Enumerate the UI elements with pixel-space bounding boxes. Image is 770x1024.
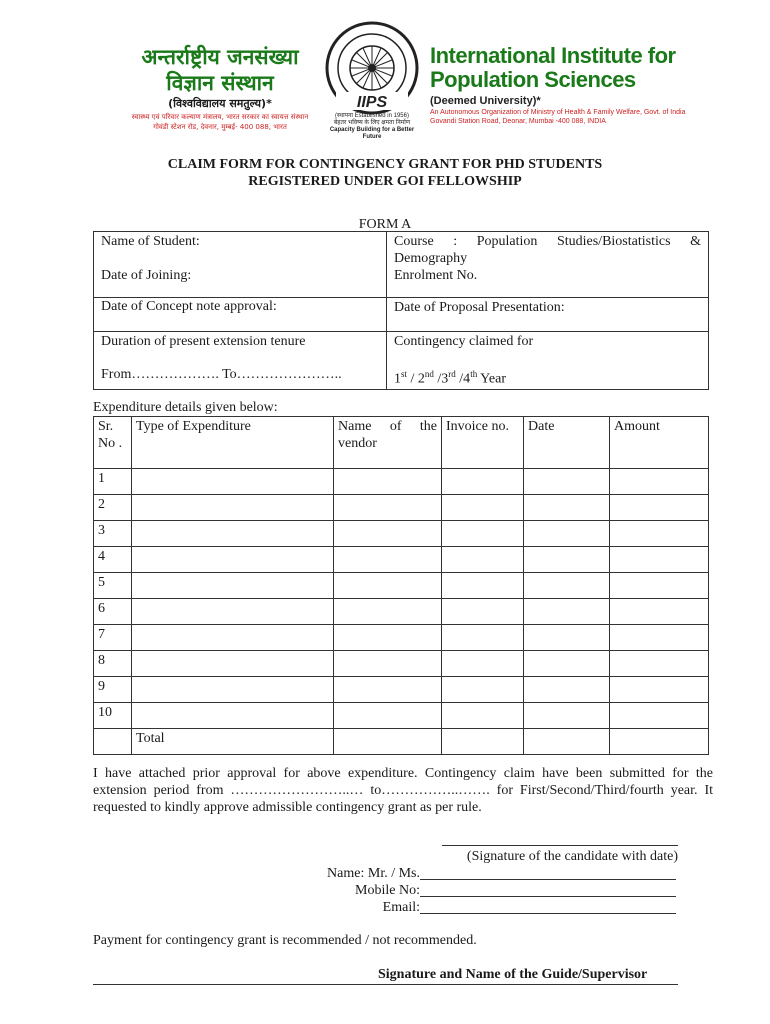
table-cell[interactable] xyxy=(610,599,709,625)
duration-label: Duration of present extension tenure xyxy=(101,334,306,349)
hindi-line-3: (विश्वविद्यालय समतुल्य)* xyxy=(168,97,272,110)
total-cell[interactable] xyxy=(334,729,442,755)
hindi-line-4: स्वास्थ्य एवं परिवार कल्याण मंत्रालय, भारत सरकार का स्वायत्त संस्थान xyxy=(131,113,309,121)
eng-line-5: Govandi Station Road, Deonar, Mumbai -400 088, INDIA xyxy=(430,118,606,125)
candidate-signature-caption: (Signature of the candidate with date) xyxy=(466,849,678,864)
table-cell[interactable] xyxy=(334,521,442,547)
student-info-table xyxy=(93,231,709,390)
col-sr-no: Sr. No . xyxy=(94,417,132,469)
hindi-line-1: अन्तर्राष्ट्रीय जनसंख्या xyxy=(141,45,299,69)
letterhead xyxy=(0,0,770,140)
row-number: 3 xyxy=(94,521,132,547)
table-cell[interactable] xyxy=(442,547,524,573)
table-cell[interactable] xyxy=(610,703,709,729)
table-row xyxy=(94,573,709,599)
guide-signature-label: Signature and Name of the Guide/Supervisor xyxy=(378,967,648,982)
total-row xyxy=(94,729,709,755)
table-cell[interactable] xyxy=(610,625,709,651)
table-row xyxy=(94,547,709,573)
table-cell[interactable] xyxy=(132,703,334,729)
name-of-student-label: Name of Student: xyxy=(101,234,200,249)
name-field-label: Name: Mr. / Ms. xyxy=(327,866,420,881)
from-to-label: From………………. To………………….. xyxy=(101,367,342,382)
table-cell[interactable] xyxy=(132,651,334,677)
col-vendor: Name of the vendor xyxy=(334,417,442,469)
name-field-line[interactable] xyxy=(420,879,676,880)
table-cell[interactable] xyxy=(132,625,334,651)
row-number: 10 xyxy=(94,703,132,729)
declaration-text: I have attached prior approval for above expenditure. Contingency claim have been submitted for the extension period from ……………………..… to……………..……. for First/Second/Third/fourth year. It requested to kindly approve admissible contingency grant as per rule. xyxy=(93,766,713,815)
logo-est: (स्थापना Established in 1956) xyxy=(335,113,409,119)
hindi-line-5: गोवंडी स्टेशन रोड, देवनार, मुम्बई- 400 088, भारत xyxy=(153,123,287,131)
contingency-label: Contingency claimed for xyxy=(394,334,534,349)
svg-text:IIPS: IIPS xyxy=(356,94,388,111)
table-cell[interactable] xyxy=(524,573,610,599)
table-cell[interactable] xyxy=(334,495,442,521)
mobile-field-line[interactable] xyxy=(420,896,676,897)
col-amount: Amount xyxy=(610,417,709,469)
table-cell[interactable] xyxy=(334,469,442,495)
hindi-line-2: विज्ञान संस्थान xyxy=(166,71,274,95)
table-row xyxy=(94,599,709,625)
table-cell[interactable] xyxy=(334,573,442,599)
table-row xyxy=(94,651,709,677)
payment-recommendation: Payment for contingency grant is recommended / not recommended. xyxy=(93,933,477,948)
row-number: 2 xyxy=(94,495,132,521)
table-cell[interactable] xyxy=(524,651,610,677)
table-cell[interactable] xyxy=(610,521,709,547)
table-cell[interactable] xyxy=(334,547,442,573)
table-row xyxy=(94,469,709,495)
row-number: 1 xyxy=(94,469,132,495)
table-cell[interactable] xyxy=(610,573,709,599)
proposal-cell[interactable] xyxy=(387,298,709,332)
table-cell[interactable] xyxy=(524,703,610,729)
table-cell[interactable] xyxy=(442,651,524,677)
table-cell[interactable] xyxy=(442,495,524,521)
col-date: Date xyxy=(524,417,610,469)
expenditure-table xyxy=(93,416,709,755)
row-number: 6 xyxy=(94,599,132,625)
table-cell[interactable] xyxy=(334,703,442,729)
title-line-1: CLAIM FORM FOR CONTINGENCY GRANT FOR PHD STUDENTS xyxy=(167,157,603,172)
guide-signature-line[interactable] xyxy=(93,984,678,985)
table-cell[interactable] xyxy=(524,547,610,573)
table-cell[interactable] xyxy=(442,469,524,495)
table-cell[interactable] xyxy=(610,547,709,573)
title-line-2: REGISTERED UNDER GOI FELLOWSHIP xyxy=(248,174,522,189)
table-cell[interactable] xyxy=(442,703,524,729)
course-label: Course : Population Studies/Biostatistics & Demography xyxy=(394,234,701,266)
table-cell[interactable] xyxy=(132,677,334,703)
table-cell[interactable] xyxy=(610,469,709,495)
col-invoice: Invoice no. xyxy=(442,417,524,469)
course-info-cell[interactable] xyxy=(387,232,709,298)
row-number: 9 xyxy=(94,677,132,703)
total-cell[interactable] xyxy=(442,729,524,755)
eng-line-4: An Autonomous Organization of Ministry of Health & Family Welfare, Govt. of India xyxy=(430,109,686,116)
row-number: 4 xyxy=(94,547,132,573)
col-type: Type of Expenditure xyxy=(132,417,334,469)
table-row xyxy=(94,677,709,703)
hindi-institute-name xyxy=(105,44,335,132)
table-cell[interactable] xyxy=(334,599,442,625)
table-row xyxy=(94,521,709,547)
logo-motto-hindi: बेहतर भविष्य के लिए क्षमता निर्माण xyxy=(333,120,411,126)
table-cell[interactable] xyxy=(524,469,610,495)
total-cell xyxy=(94,729,132,755)
table-cell[interactable] xyxy=(132,599,334,625)
eng-line-3: (Deemed University)* xyxy=(430,95,541,107)
year-options: 1st / 2nd /3rd /4th Year xyxy=(394,369,506,387)
table-cell[interactable] xyxy=(442,625,524,651)
table-row xyxy=(94,703,709,729)
total-cell[interactable] xyxy=(610,729,709,755)
concept-note-label: Date of Concept note approval: xyxy=(101,299,277,314)
expenditure-label: Expenditure details given below: xyxy=(93,400,278,415)
concept-note-cell[interactable] xyxy=(94,298,387,332)
eng-line-1: International Institute for xyxy=(430,43,676,68)
date-of-joining-label: Date of Joining: xyxy=(101,268,192,283)
table-cell[interactable] xyxy=(442,573,524,599)
table-cell[interactable] xyxy=(442,521,524,547)
table-cell[interactable] xyxy=(610,495,709,521)
logo-caption xyxy=(322,113,422,141)
table-cell[interactable] xyxy=(334,651,442,677)
total-cell[interactable] xyxy=(524,729,610,755)
english-institute-name xyxy=(430,44,686,126)
email-field-line[interactable] xyxy=(420,913,676,914)
eng-line-2: Population Sciences xyxy=(430,67,636,92)
candidate-signature-line[interactable] xyxy=(442,845,678,846)
proposal-label: Date of Proposal Presentation: xyxy=(394,300,565,315)
email-field-label: Email: xyxy=(382,900,420,915)
table-cell[interactable] xyxy=(524,599,610,625)
form-title xyxy=(0,156,770,190)
table-cell[interactable] xyxy=(334,677,442,703)
duration-cell[interactable] xyxy=(94,332,387,390)
table-cell[interactable] xyxy=(442,677,524,703)
table-cell[interactable] xyxy=(524,625,610,651)
enrolment-label: Enrolment No. xyxy=(394,268,478,283)
mobile-field-label: Mobile No: xyxy=(355,883,420,898)
table-row xyxy=(94,625,709,651)
contingency-cell[interactable] xyxy=(387,332,709,390)
row-number: 5 xyxy=(94,573,132,599)
table-cell[interactable] xyxy=(442,599,524,625)
table-cell[interactable] xyxy=(132,573,334,599)
table-cell[interactable] xyxy=(132,495,334,521)
table-cell[interactable] xyxy=(610,677,709,703)
table-row xyxy=(94,495,709,521)
table-cell[interactable] xyxy=(132,547,334,573)
table-cell[interactable] xyxy=(524,495,610,521)
logo-motto-english: Capacity Building for a Better Future xyxy=(329,127,415,140)
table-cell[interactable] xyxy=(132,469,334,495)
table-cell[interactable] xyxy=(334,625,442,651)
table-cell[interactable] xyxy=(610,651,709,677)
expenditure-header-row xyxy=(94,417,709,469)
table-cell[interactable] xyxy=(524,677,610,703)
row-number: 7 xyxy=(94,625,132,651)
form-label: FORM A xyxy=(358,217,412,232)
table-cell[interactable] xyxy=(132,521,334,547)
total-label: Total xyxy=(132,729,334,755)
row-number: 8 xyxy=(94,651,132,677)
student-info-cell[interactable] xyxy=(94,232,387,298)
table-cell[interactable] xyxy=(524,521,610,547)
